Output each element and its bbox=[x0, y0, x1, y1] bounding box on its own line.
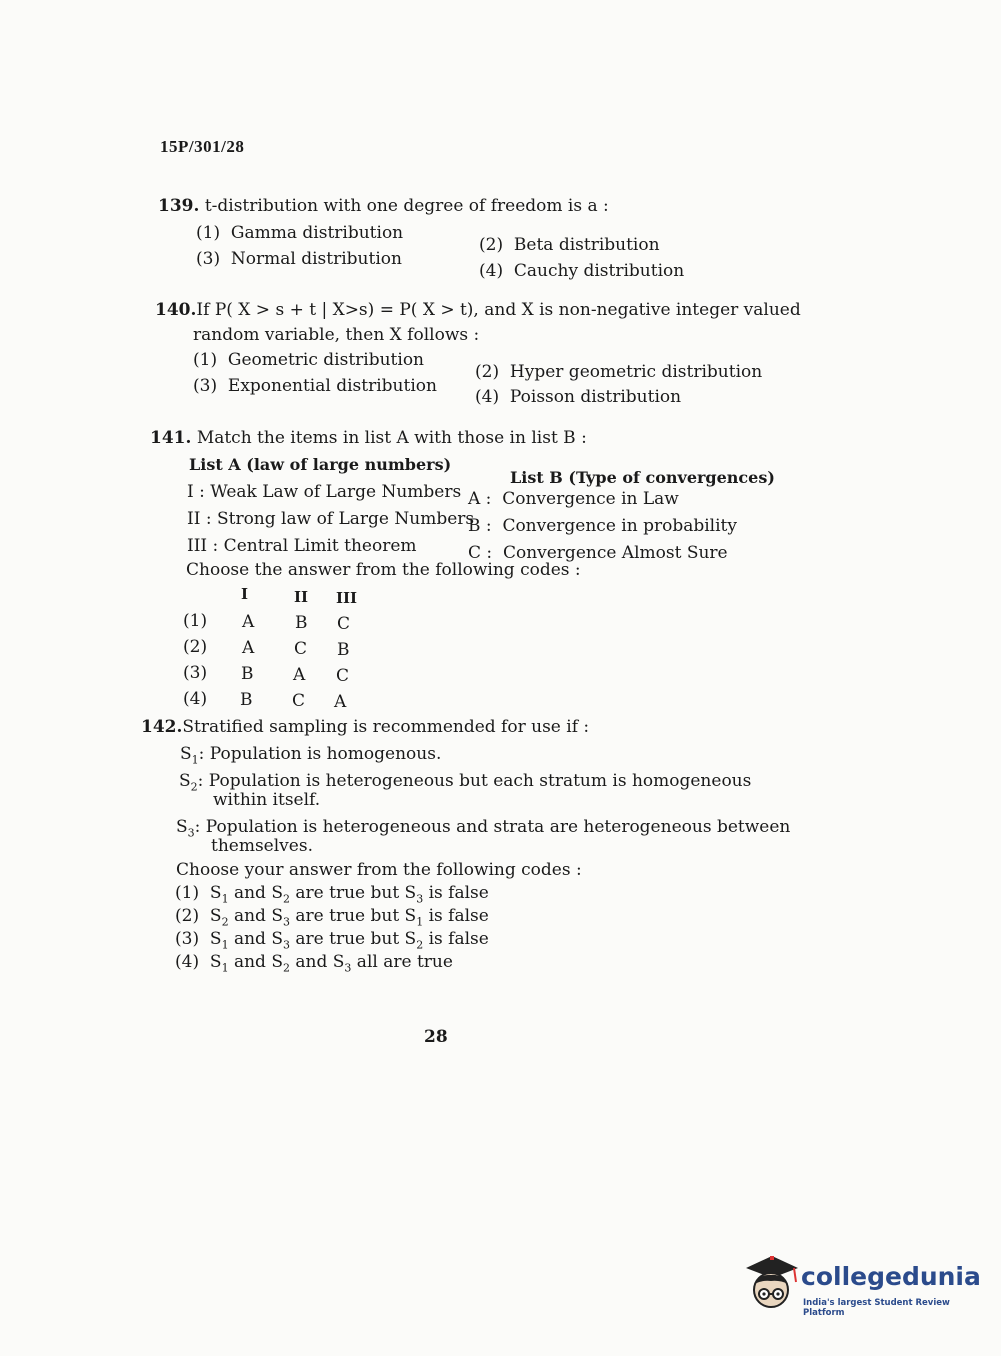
brand-name: collegedunia bbox=[801, 1262, 981, 1291]
col-header-i: I bbox=[241, 585, 249, 603]
q140-option-2 bbox=[475, 362, 762, 382]
q139-option-2 bbox=[479, 235, 660, 255]
option-number: (3) bbox=[175, 929, 200, 949]
list-b-text: Convergence Almost Sure bbox=[502, 543, 728, 563]
question-140 bbox=[155, 300, 801, 320]
question-text: Match the items in list A with those in list B : bbox=[196, 428, 587, 448]
list-a-item-2: II : Strong law of Large Numbers bbox=[187, 509, 475, 529]
question-number: 141. bbox=[150, 428, 192, 448]
q139-option-4 bbox=[479, 261, 684, 281]
list-b-text: Convergence in probability bbox=[502, 516, 737, 536]
q142-option-1: (1) $S_1$ and $S_2$ are true but $S_3$ is false bbox=[175, 883, 489, 906]
list-b-heading: List B (Type of convergences) bbox=[510, 468, 775, 487]
choose-codes-142: Choose your answer from the following codes : bbox=[176, 860, 582, 880]
code-row-3-number: (3) bbox=[183, 663, 208, 683]
code-row-4-iii: A bbox=[334, 692, 347, 712]
code-row-2-number: (2) bbox=[183, 637, 208, 657]
code-row-4-ii: C bbox=[292, 691, 306, 711]
statement-text: Population is heterogeneous but each stratum is homogeneous bbox=[208, 771, 752, 791]
statement-s3-cont: themselves. bbox=[211, 836, 313, 856]
collegedunia-logo bbox=[740, 1250, 981, 1322]
q140-option-1 bbox=[193, 350, 424, 370]
code-row-3-i: B bbox=[241, 664, 254, 684]
list-a-item-3: III : Central Limit theorem bbox=[187, 536, 417, 556]
option-text: Hyper geometric distribution bbox=[509, 362, 763, 382]
question-142 bbox=[141, 717, 589, 737]
statement-s2: $S_2$: Population is heterogeneous but each stratum is homogeneous bbox=[179, 771, 752, 794]
q139-option-3 bbox=[196, 249, 402, 269]
code-row-1-number: (1) bbox=[183, 611, 208, 631]
code-row-4-i: B bbox=[240, 690, 253, 710]
code-row-1-iii: C bbox=[337, 614, 351, 634]
option-number: (4) bbox=[479, 261, 504, 281]
q140-option-3 bbox=[193, 376, 437, 396]
list-a-item-1: I : Weak Law of Large Numbers bbox=[187, 482, 462, 502]
option-number: (4) bbox=[175, 952, 200, 972]
list-b-text: Convergence in Law bbox=[502, 489, 679, 509]
list-b-key: B : bbox=[468, 516, 492, 536]
code-row-3-iii: C bbox=[336, 666, 350, 686]
list-b-key: A : bbox=[468, 489, 492, 509]
q142-option-2: (2) $S_2$ and $S_3$ are true but $S_1$ is false bbox=[175, 906, 489, 929]
code-row-2-iii: B bbox=[337, 640, 350, 660]
option-number: (2) bbox=[475, 362, 500, 382]
q142-option-4: (4) $S_1$ and $S_2$ and $S_3$ all are true bbox=[175, 952, 453, 975]
question-139 bbox=[158, 196, 609, 216]
option-text: Gamma distribution bbox=[230, 223, 404, 243]
option-number: (2) bbox=[175, 906, 200, 926]
q142-option-3: (3) $S_1$ and $S_3$ are true but $S_2$ is false bbox=[175, 929, 489, 952]
col-header-iii: III bbox=[336, 589, 358, 607]
mascot-icon bbox=[740, 1250, 800, 1314]
code-row-1-i: A bbox=[242, 612, 255, 632]
option-text: Normal distribution bbox=[230, 249, 402, 269]
question-text: If P( X > s + t | X>s) = P( X > t), and X is non-negative integer valued bbox=[196, 300, 801, 320]
question-number: 139. bbox=[158, 196, 200, 216]
option-number: (1) bbox=[193, 350, 218, 370]
question-number: 142. bbox=[141, 717, 183, 737]
question-140-line2: random variable, then X follows : bbox=[193, 325, 480, 345]
col-header-ii: II bbox=[294, 588, 309, 606]
statement-text: Population is homogenous. bbox=[209, 744, 442, 764]
option-number: (3) bbox=[196, 249, 221, 269]
q139-option-1 bbox=[196, 223, 403, 243]
option-text: Cauchy distribution bbox=[513, 261, 685, 281]
list-a-heading: List A (law of large numbers) bbox=[189, 455, 452, 474]
code-row-3-ii: A bbox=[293, 665, 306, 685]
option-number: (2) bbox=[479, 235, 504, 255]
question-text: Stratified sampling is recommended for use if : bbox=[182, 717, 590, 737]
statement-s2-cont: within itself. bbox=[213, 790, 321, 810]
list-b-item-1 bbox=[468, 489, 679, 509]
question-number: 140. bbox=[155, 300, 197, 320]
q140-option-4 bbox=[475, 387, 681, 407]
page-number: 28 bbox=[424, 1027, 448, 1047]
code-row-2-ii: C bbox=[294, 639, 308, 659]
option-number: (3) bbox=[193, 376, 218, 396]
code-row-2-i: A bbox=[242, 638, 255, 658]
code-row-4-number: (4) bbox=[183, 689, 208, 709]
list-b-item-2 bbox=[468, 516, 737, 536]
question-text: t-distribution with one degree of freedom is a : bbox=[204, 196, 609, 216]
code-row-1-ii: B bbox=[295, 613, 308, 633]
question-141 bbox=[150, 428, 587, 448]
option-number: (1) bbox=[175, 883, 200, 903]
option-text: Geometric distribution bbox=[227, 350, 425, 370]
brand-tagline: India's largest Student Review Platform bbox=[803, 1298, 950, 1318]
option-number: (1) bbox=[196, 223, 221, 243]
option-text: Beta distribution bbox=[513, 235, 660, 255]
choose-codes-141: Choose the answer from the following codes : bbox=[186, 560, 581, 580]
statement-s3: $S_3$: Population is heterogeneous and strata are heterogeneous between bbox=[176, 817, 791, 840]
option-number: (4) bbox=[475, 387, 500, 407]
statement-s1: $S_1$: Population is homogenous. bbox=[180, 744, 442, 767]
paper-code: 15P/301/28 bbox=[160, 137, 245, 156]
statement-text: Population is heterogeneous and strata are heterogeneous between bbox=[205, 817, 791, 837]
option-text: Poisson distribution bbox=[509, 387, 682, 407]
list-b-key: C : bbox=[468, 543, 493, 563]
option-text: Exponential distribution bbox=[227, 376, 437, 396]
